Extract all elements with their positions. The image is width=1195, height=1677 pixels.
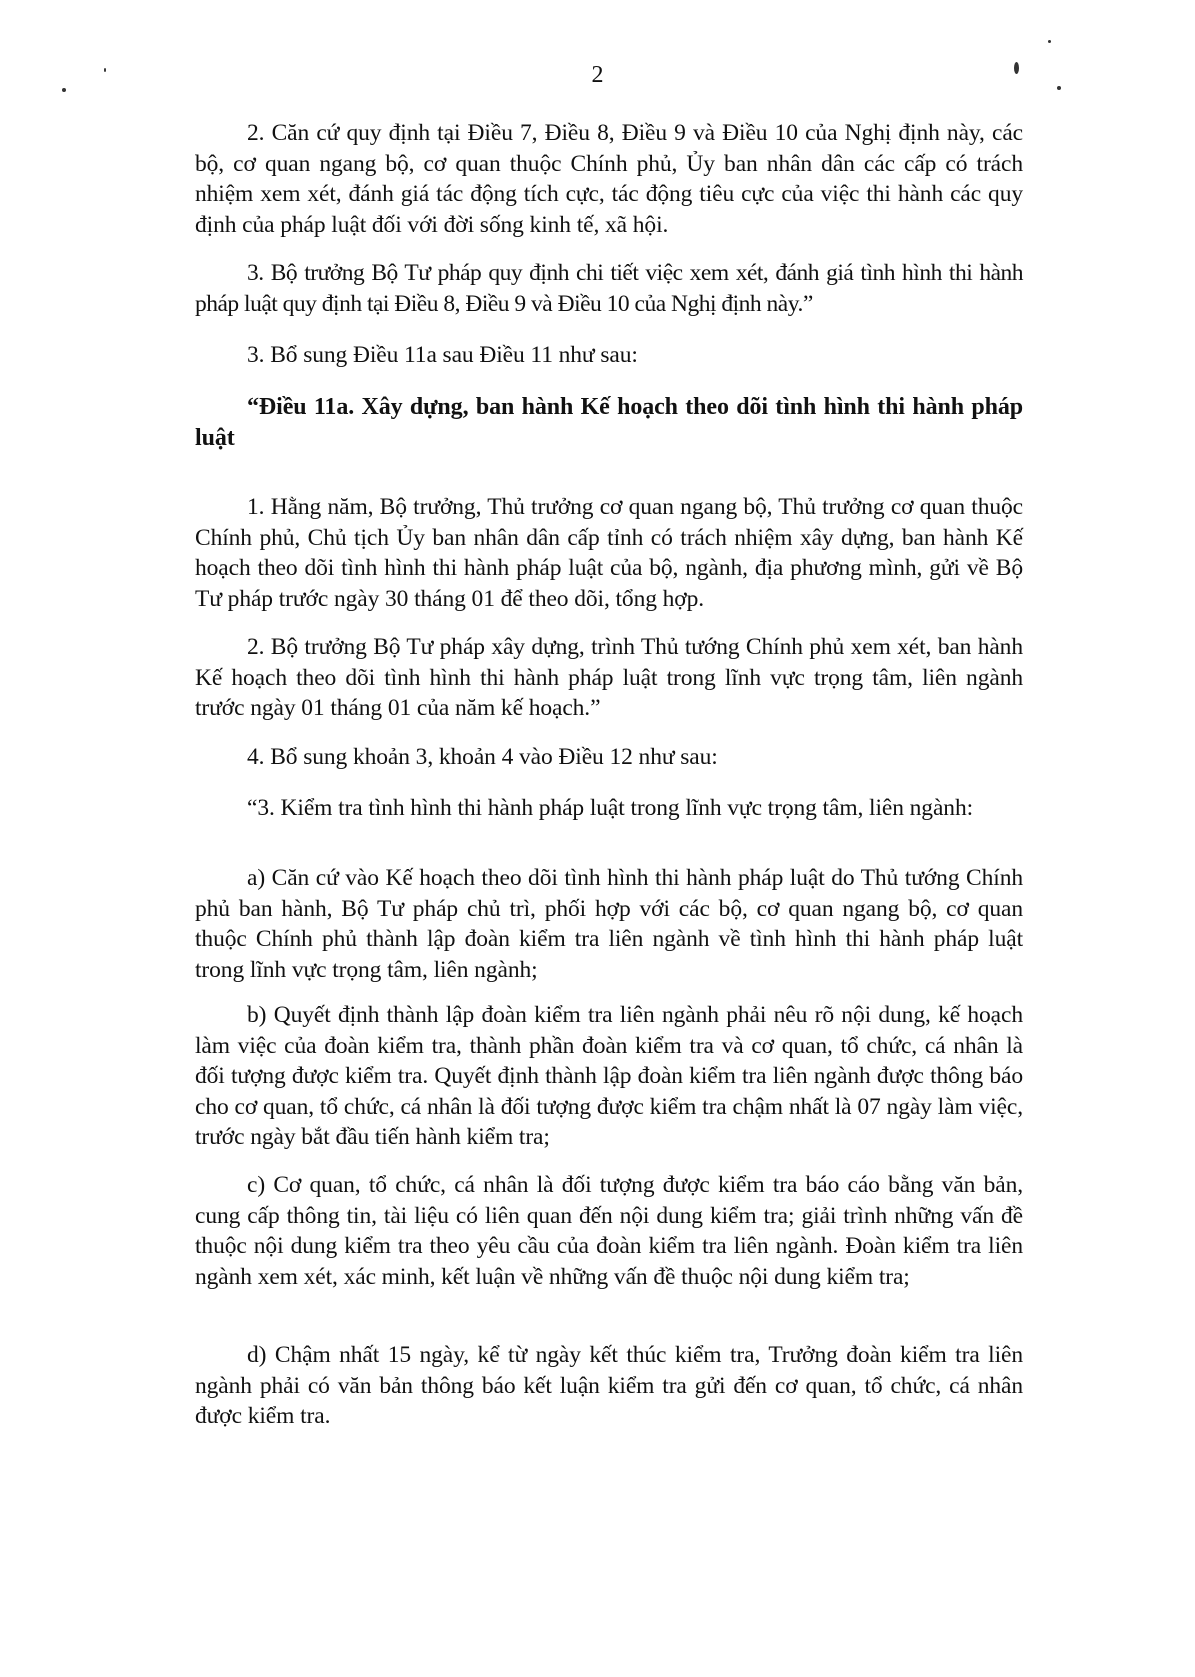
page-number: 2 <box>591 62 604 88</box>
paragraph-point-c: c) Cơ quan, tổ chức, cá nhân là đối tượng được kiểm tra báo cáo bằng văn bản, cung cấp thông tin, tài liệu có liên quan đến nội dung kiểm tra; giải trình những vấn đề thuộc nội dung kiểm tra theo yêu cầu của đoàn kiểm tra liên ngành. Đoàn kiểm tra liên ngành xem xét, xác minh, kết luận về những vấn đề thuộc nội dung kiểm tra; <box>195 1172 1023 1290</box>
paragraph-item-3: 3. Bổ sung Điều 11a sau Điều 11 như sau: <box>247 342 638 368</box>
paragraph-11a-clause-1: 1. Hằng năm, Bộ trưởng, Thủ trưởng cơ quan ngang bộ, Thủ trưởng cơ quan thuộc Chính phủ, Chủ tịch Ủy ban nhân dân cấp tỉnh có trách nhiệm xây dựng, ban hành Kế hoạch theo dõi tình hình thi hành pháp luật của bộ, ngành, địa phương mình, gửi về Bộ Tư pháp trước ngày 30 tháng 01 để theo dõi, tổng hợp. <box>195 494 1023 612</box>
paragraph-clause-2: 2. Căn cứ quy định tại Điều 7, Điều 8, Điều 9 và Điều 10 của Nghị định này, các bộ, cơ quan ngang bộ, cơ quan thuộc Chính phủ, Ủy ban nhân dân các cấp có trách nhiệm xem xét, đánh giá tác động tích cực, tác động tiêu cực của việc thi hành các quy định của pháp luật đối với đời sống kinh tế, xã hội. <box>195 120 1023 238</box>
paragraph-point-b: b) Quyết định thành lập đoàn kiểm tra liên ngành phải nêu rõ nội dung, kế hoạch làm việc của đoàn kiểm tra, thành phần đoàn kiểm tra và cơ quan, tổ chức, cá nhân là đối tượng được kiểm tra. Quyết định thành lập đoàn kiểm tra liên ngành được thông báo cho cơ quan, tổ chức, cá nhân là đối tượng được kiểm tra chậm nhất là 07 ngày làm việc, trước ngày bắt đầu tiến hành kiểm tra; <box>195 1002 1023 1150</box>
scan-speck <box>1014 62 1019 74</box>
paragraph-11a-clause-2: 2. Bộ trưởng Bộ Tư pháp xây dựng, trình Thủ tướng Chính phủ xem xét, ban hành Kế hoạch theo dõi tình hình thi hành pháp luật trong lĩnh vực trọng tâm, liên ngành trước ngày 01 tháng 01 của năm kế hoạch.” <box>195 634 1023 721</box>
paragraph-point-a: a) Căn cứ vào Kế hoạch theo dõi tình hình thi hành pháp luật do Thủ tướng Chính phủ ban hành, Bộ Tư pháp chủ trì, phối hợp với các bộ, cơ quan ngang bộ, cơ quan thuộc Chính phủ thành lập đoàn kiểm tra liên ngành về tình hình thi hành pháp luật trong lĩnh vực trọng tâm, liên ngành; <box>195 865 1023 983</box>
paragraph-point-d: d) Chậm nhất 15 ngày, kể từ ngày kết thúc kiểm tra, Trưởng đoàn kiểm tra liên ngành phải có văn bản thông báo kết luận kiểm tra gửi đến cơ quan, tổ chức, cá nhân được kiểm tra. <box>195 1342 1023 1429</box>
scan-speck <box>1048 40 1051 43</box>
scan-speck <box>104 68 106 72</box>
paragraph-12-clause-3: “3. Kiểm tra tình hình thi hành pháp luật trong lĩnh vực trọng tâm, liên ngành: <box>247 795 974 821</box>
paragraph-item-4: 4. Bổ sung khoản 3, khoản 4 vào Điều 12 như sau: <box>247 744 718 770</box>
scan-speck <box>62 88 66 92</box>
scan-speck <box>1057 86 1061 90</box>
article-11a-heading: “Điều 11a. Xây dựng, ban hành Kế hoạch theo dõi tình hình thi hành pháp luật <box>195 394 1023 451</box>
paragraph-clause-3: 3. Bộ trưởng Bộ Tư pháp quy định chi tiết việc xem xét, đánh giá tình hình thi hành pháp luật quy định tại Điều 8, Điều 9 và Điều 10 của Nghị định này.” <box>195 260 1023 317</box>
